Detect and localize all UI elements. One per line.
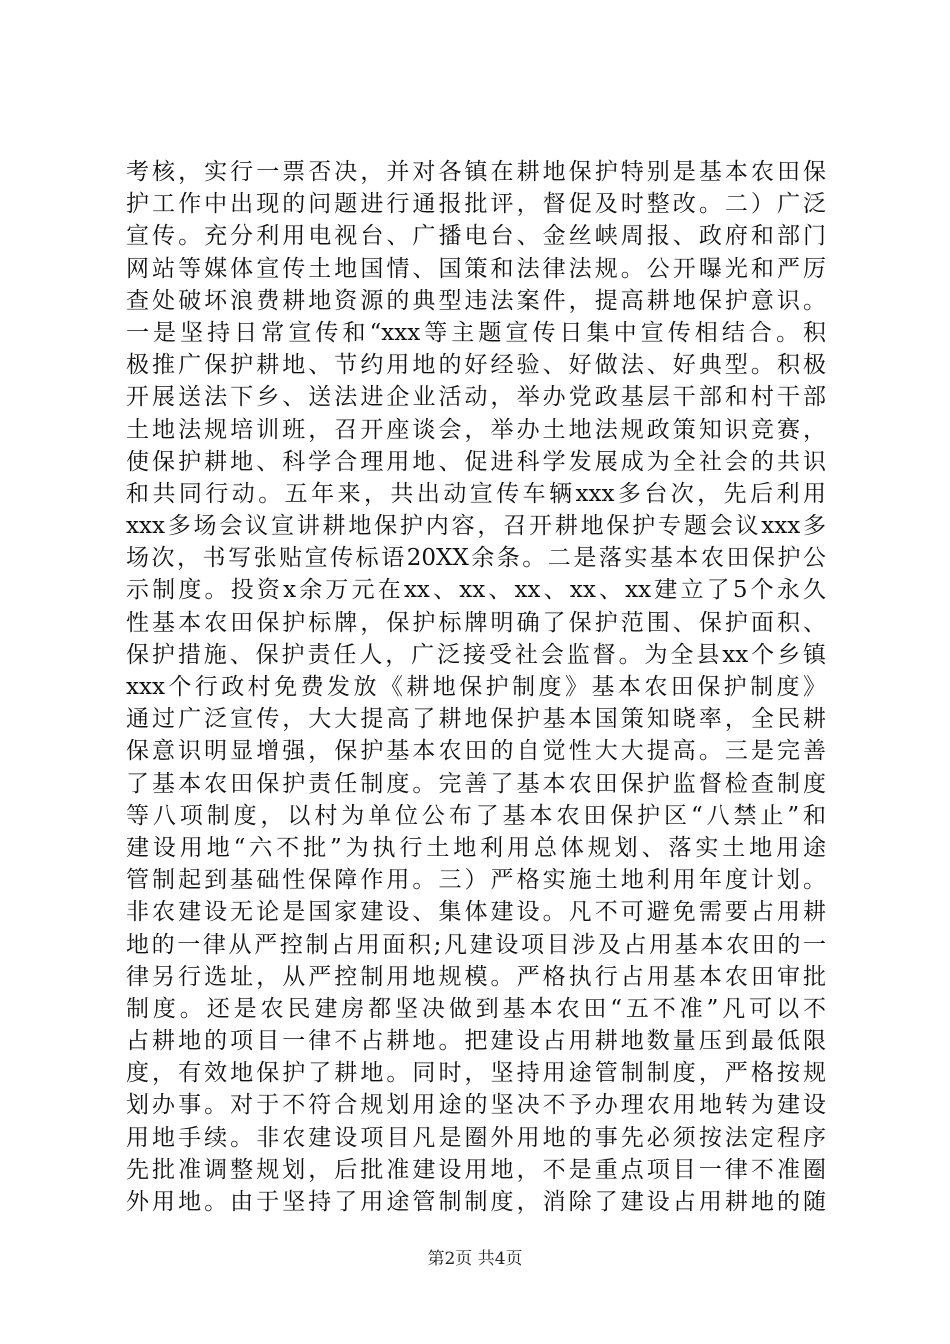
text-line: xxx多场会议宣讲耕地保护内容，召开耕地保护专题会议xxx多 [126, 513, 826, 540]
body-paragraph [126, 156, 826, 1218]
text-line: 非农建设无论是国家建设、集体建设。凡不可避免需要占用耕 [126, 899, 826, 926]
text-line: 使保护耕地、科学合理用地、促进科学发展成为全社会的共识 [126, 448, 826, 475]
text-line: 地的一律从严控制占用面积;凡建设项目涉及占用基本农田的一 [126, 931, 826, 958]
text-line: 通过广泛宣传，大大提高了耕地保护基本国策知晓率，全民耕 [126, 706, 826, 733]
text-line: 网站等媒体宣传土地国情、国策和法律法规。公开曝光和严厉 [126, 255, 826, 282]
text-line: 开展送法下乡、送法进企业活动，举办党政基层干部和村干部 [126, 384, 826, 411]
text-line: 等八项制度，以村为单位公布了基本农田保护区“八禁止”和 [126, 802, 826, 829]
text-line: 用地手续。非农建设项目凡是圈外用地的事先必须按法定程序 [126, 1124, 826, 1151]
text-line: 度，有效地保护了耕地。同时，坚持用途管制制度，严格按规 [126, 1060, 826, 1087]
text-line: 考核，实行一票否决，并对各镇在耕地保护特别是基本农田保 [126, 159, 826, 185]
text-line: 查处破坏浪费耕地资源的典型违法案件，提高耕地保护意识。 [126, 287, 826, 314]
text-line: 外用地。由于坚持了用途管制制度，消除了建设占用耕地的随 [126, 1189, 826, 1215]
page-footer: 第2页 共4页 [427, 1249, 523, 1269]
text-line: 一是坚持日常宣传和“xxx等主题宣传日集中宣传相结合。积 [126, 319, 826, 346]
text-line: 宣传。充分利用电视台、广播电台、金丝峡周报、政府和部门 [126, 223, 826, 250]
text-line: 了基本农田保护责任制度。完善了基本农田保护监督检查制度 [126, 770, 826, 797]
text-line: 保护措施、保护责任人，广泛接受社会监督。为全县xx个乡镇 [126, 641, 826, 668]
text-line: 先批准调整规划，后批准建设用地，不是重点项目一律不准圈 [126, 1156, 826, 1183]
text-line: 制度。还是农民建房都坚决做到基本农田“五不准”凡可以不 [126, 995, 826, 1022]
text-line: 示制度。投资x余万元在xx、xx、xx、xx、xx建立了5个永久 [126, 577, 826, 604]
text-line: 性基本农田保护标牌，保护标牌明确了保护范围、保护面积、 [126, 609, 826, 636]
text-line: 场次，书写张贴宣传标语20XX余条。二是落实基本农田保护公 [126, 545, 826, 572]
text-line: 土地法规培训班，召开座谈会，举办土地法规政策知识竞赛， [126, 416, 826, 443]
text-line: 管制起到基础性保障作用。三）严格实施土地利用年度计划。 [126, 867, 826, 894]
text-line: 建设用地“六不批”为执行土地利用总体规划、落实土地用途 [126, 834, 826, 861]
text-line: 划办事。对于不符合规划用途的坚决不予办理农用地转为建设 [126, 1092, 826, 1119]
text-line: 律另行选址，从严控制用地规模。严格执行占用基本农田审批 [126, 963, 826, 990]
text-line: 极推广保护耕地、节约用地的好经验、好做法、好典型。积极 [126, 352, 826, 379]
text-line: 和共同行动。五年来，共出动宣传车辆xxx多台次，先后利用 [126, 480, 826, 507]
text-line: 保意识明显增强，保护基本农田的自觉性大大提高。三是完善 [126, 738, 826, 765]
text-line: 占耕地的项目一律不占耕地。把建设占用耕地数量压到最低限 [126, 1028, 826, 1055]
text-line: xxx个行政村免费发放《耕地保护制度》基本农田保护制度》 [126, 674, 826, 700]
text-line: 护工作中出现的问题进行通报批评，督促及时整改。二）广泛 [126, 191, 826, 218]
